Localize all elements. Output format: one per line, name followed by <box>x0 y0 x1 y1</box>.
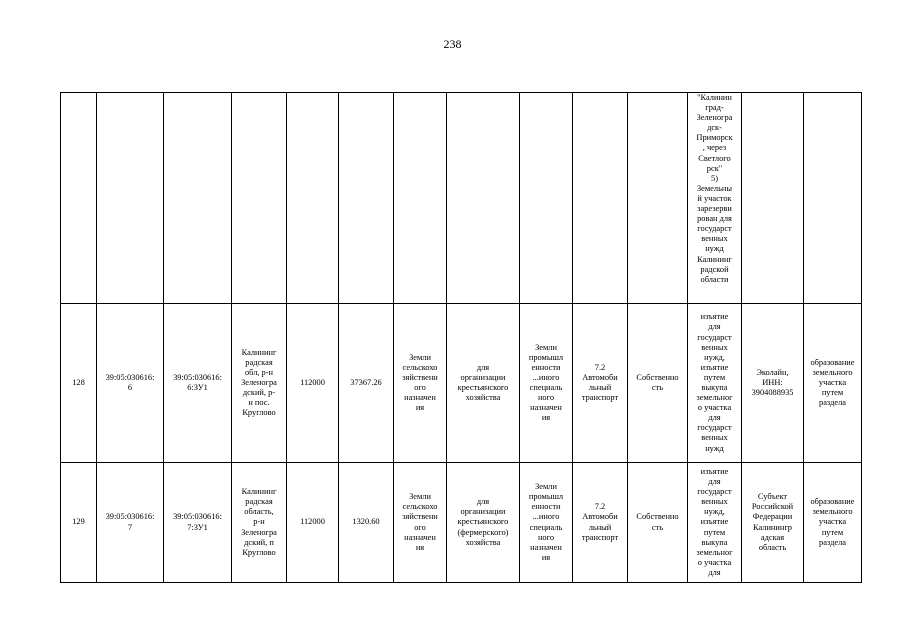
table-row <box>61 304 862 463</box>
cell-line: 39:05:030616: <box>173 372 222 382</box>
cell-line: выкупа <box>701 537 728 547</box>
cell-line: Круглово <box>242 408 276 418</box>
cell-line: зяйственн <box>402 372 438 382</box>
cell-line: сть <box>651 383 664 392</box>
cell-line: сть <box>651 522 664 532</box>
cell-line: изъятие <box>700 466 729 476</box>
cell-line: ...иного <box>532 372 560 382</box>
cell-line: дский, п <box>244 537 274 547</box>
cell-line: специаль <box>529 383 563 392</box>
cell-line: 7.2 <box>594 362 606 372</box>
cell-line: рован для <box>697 214 732 224</box>
cell-land-category <box>394 93 447 304</box>
cell-line: Земельны <box>696 183 733 193</box>
cell-line: ого <box>414 383 426 392</box>
cell-right <box>628 463 688 583</box>
cell-line: Земли <box>409 492 431 502</box>
cell-line: земельног <box>696 393 733 403</box>
cell-line: Автомоби <box>582 372 618 382</box>
cell-line: промышл <box>528 352 564 362</box>
cell-line: транспорт <box>581 532 619 542</box>
cell-line: о участка <box>697 557 732 567</box>
cell-line: Федерации <box>752 512 793 522</box>
cell-zone <box>520 463 573 583</box>
cell-purpose <box>804 304 862 463</box>
cell-line: путем <box>703 372 726 382</box>
cell-line: области <box>700 274 729 284</box>
cell-line: Земли <box>409 352 431 362</box>
cell-line: назначен <box>530 542 562 552</box>
cell-cad-number <box>97 463 164 583</box>
cell-use-type <box>447 463 520 583</box>
cell-line: раздела <box>819 398 846 408</box>
cell-line: сельскохо <box>402 362 438 372</box>
cell-line: Зеленогра <box>696 113 733 123</box>
cell-line: ного <box>537 532 555 542</box>
cell-line: зяйственн <box>402 512 438 522</box>
cell-note <box>688 304 742 463</box>
cell-line: организации <box>460 507 506 517</box>
cell-land-category <box>394 304 447 463</box>
cell-line: ия <box>541 413 551 423</box>
cell-line: изъятие <box>700 517 729 527</box>
cell-area2 <box>339 463 394 583</box>
cell-line: Субъект <box>757 492 788 502</box>
cell-line: земельног <box>696 547 733 557</box>
cell-line: участка <box>818 377 847 387</box>
cell-line: 5) <box>711 173 718 183</box>
cell-line: государст <box>697 487 732 497</box>
cell-line: изъятие <box>700 362 729 372</box>
cell-line: Круглово <box>242 547 276 557</box>
cell-line: Калинингр <box>753 522 792 532</box>
cell-use-type <box>447 93 520 304</box>
cell-area1 <box>287 463 339 583</box>
cell-line: Калининг <box>697 254 732 264</box>
cell-line: нужд, <box>704 352 725 362</box>
cell-line: Калининг <box>241 347 277 357</box>
cell-line: путем <box>821 388 844 398</box>
cell-line: Зеленогра <box>241 377 277 387</box>
cell-line: для <box>708 567 721 577</box>
cell-line: радская <box>245 357 273 367</box>
cell-line: Российской <box>751 502 794 512</box>
cell-line: 7:ЗУ1 <box>187 522 208 532</box>
cell-line: льный <box>588 383 612 392</box>
cell-line: изъятие <box>700 312 729 322</box>
cell-line: для <box>476 497 490 507</box>
cell-line: Собственно <box>636 512 679 522</box>
cell-line: й участок <box>697 193 732 203</box>
cell-line: крестьянского <box>457 517 509 527</box>
cell-line: для <box>708 322 721 332</box>
cell-land-category <box>394 463 447 583</box>
table-row <box>61 463 862 583</box>
cell-line: 7.2 <box>594 502 606 512</box>
cell-area2 <box>339 93 394 304</box>
cell-road-class <box>573 93 628 304</box>
cell-road-class <box>573 304 628 463</box>
cell-line: земельного <box>812 507 853 517</box>
cell-line: 37367.26 <box>350 377 382 387</box>
cell-address <box>232 463 287 583</box>
cell-line: 6:ЗУ1 <box>187 383 208 392</box>
cell-line: Калининг <box>241 487 277 497</box>
cell-num <box>61 93 97 304</box>
cell-note <box>688 93 742 304</box>
cell-line: для <box>708 477 721 487</box>
cell-line: ия <box>415 403 425 413</box>
cell-owner <box>742 93 804 304</box>
cell-line: 39:05:030616: <box>105 372 155 382</box>
cell-line: рск" <box>706 163 723 173</box>
cell-owner <box>742 463 804 583</box>
cell-line: Земли <box>535 342 557 352</box>
cell-line: венных <box>701 433 728 443</box>
cell-line: ...иного <box>532 512 560 522</box>
cell-line: сельскохо <box>402 502 438 512</box>
cell-line: для <box>708 413 721 423</box>
cell-line: венных <box>701 497 728 507</box>
cell-zone <box>520 304 573 463</box>
cell-line: область <box>758 542 787 552</box>
cell-area1 <box>287 93 339 304</box>
cell-cad-number <box>97 304 164 463</box>
cell-line: 7 <box>127 522 133 532</box>
cell-line: ия <box>415 542 425 552</box>
cell-line: выкупа <box>701 383 728 392</box>
cell-line: 1320.60 <box>352 517 380 527</box>
cell-line: енности <box>531 502 561 512</box>
cell-line: 128 <box>72 377 85 387</box>
cell-right <box>628 93 688 304</box>
cell-num <box>61 463 97 583</box>
land-plot-table <box>60 92 862 583</box>
cell-line: обл, р-н <box>244 367 274 377</box>
cell-line: о участка <box>697 403 732 413</box>
cell-line: специаль <box>529 522 563 532</box>
cell-line: нужд <box>705 443 724 453</box>
cell-line: радская <box>245 497 273 507</box>
cell-use-type <box>447 304 520 463</box>
cell-line: Зеленогра <box>241 527 277 537</box>
page-number: 238 <box>443 37 462 51</box>
cell-line: участка <box>818 517 847 527</box>
cell-area2 <box>339 304 394 463</box>
cell-note <box>688 463 742 583</box>
cell-line: назначен <box>404 393 436 403</box>
cell-purpose <box>804 93 862 304</box>
cell-line: хозяйства <box>465 393 501 403</box>
cell-line: организации <box>460 372 506 382</box>
cell-line: земельного <box>812 367 853 377</box>
cell-line: , через <box>702 143 727 153</box>
cell-line: Эколайн, <box>756 367 789 377</box>
cell-road-class <box>573 463 628 583</box>
cell-line: енности <box>531 362 561 372</box>
cell-line: ИНН: <box>762 377 783 387</box>
cell-line: государст <box>697 224 732 234</box>
cell-line: льный <box>588 522 612 532</box>
cell-line: Автомоби <box>582 512 618 522</box>
cell-line: 129 <box>72 517 85 527</box>
cell-line: область, <box>244 507 274 517</box>
cell-line: н пос. <box>248 398 270 408</box>
cell-owner <box>742 304 804 463</box>
cell-line: промышл <box>528 492 564 502</box>
cell-line: дский, р- <box>242 388 276 398</box>
cell-line: град- <box>705 103 724 113</box>
cell-new-plot <box>164 463 232 583</box>
cell-line: ного <box>537 393 555 403</box>
cell-new-plot <box>164 304 232 463</box>
table-row <box>61 93 862 304</box>
cell-line: (фермерского) <box>457 527 509 537</box>
cell-line: Приморск <box>696 133 733 143</box>
cell-line: адская <box>760 532 785 542</box>
cell-line: назначен <box>404 532 436 542</box>
cell-line: радской <box>700 264 729 274</box>
cell-line: венных <box>701 342 728 352</box>
cell-line: назначен <box>530 403 562 413</box>
cell-line: хозяйства <box>465 537 501 547</box>
cell-line: государст <box>697 423 732 433</box>
cell-new-plot <box>164 93 232 304</box>
cell-line: транспорт <box>581 393 619 403</box>
cell-line: нужд, <box>704 507 725 517</box>
cell-line: 6 <box>127 383 133 392</box>
cell-line: 112000 <box>300 517 325 527</box>
cell-line: крестьянского <box>457 383 509 392</box>
cell-line: Светлого <box>698 153 731 163</box>
cell-address <box>232 93 287 304</box>
cell-line: государст <box>697 332 732 342</box>
cell-line: ия <box>541 552 551 562</box>
cell-line: раздела <box>819 537 846 547</box>
cell-line: ого <box>414 522 426 532</box>
cell-right <box>628 304 688 463</box>
cell-line: зарезерви <box>697 204 732 214</box>
cell-line: Собственно <box>636 372 679 382</box>
cell-purpose <box>804 463 862 583</box>
cell-cad-number <box>97 93 164 304</box>
cell-line: "Калинин <box>697 93 732 102</box>
cell-line: дск- <box>707 123 722 133</box>
cell-line: для <box>476 362 490 372</box>
cell-line: 39:05:030616: <box>105 512 155 522</box>
cell-line: путем <box>821 527 844 537</box>
cell-line: путем <box>703 527 726 537</box>
cell-line: нужд <box>705 244 724 254</box>
cell-line: Земли <box>535 482 557 492</box>
cell-num <box>61 304 97 463</box>
cell-line: образование <box>810 497 855 507</box>
cell-line: 112000 <box>300 377 325 387</box>
cell-line: 3904088935 <box>751 388 794 398</box>
cell-line: 39:05:030616: <box>173 512 222 522</box>
cell-line: венных <box>701 234 728 244</box>
cell-zone <box>520 93 573 304</box>
cell-area1 <box>287 304 339 463</box>
cell-line: р-н <box>253 517 265 527</box>
cell-address <box>232 304 287 463</box>
cell-line: образование <box>810 357 855 367</box>
